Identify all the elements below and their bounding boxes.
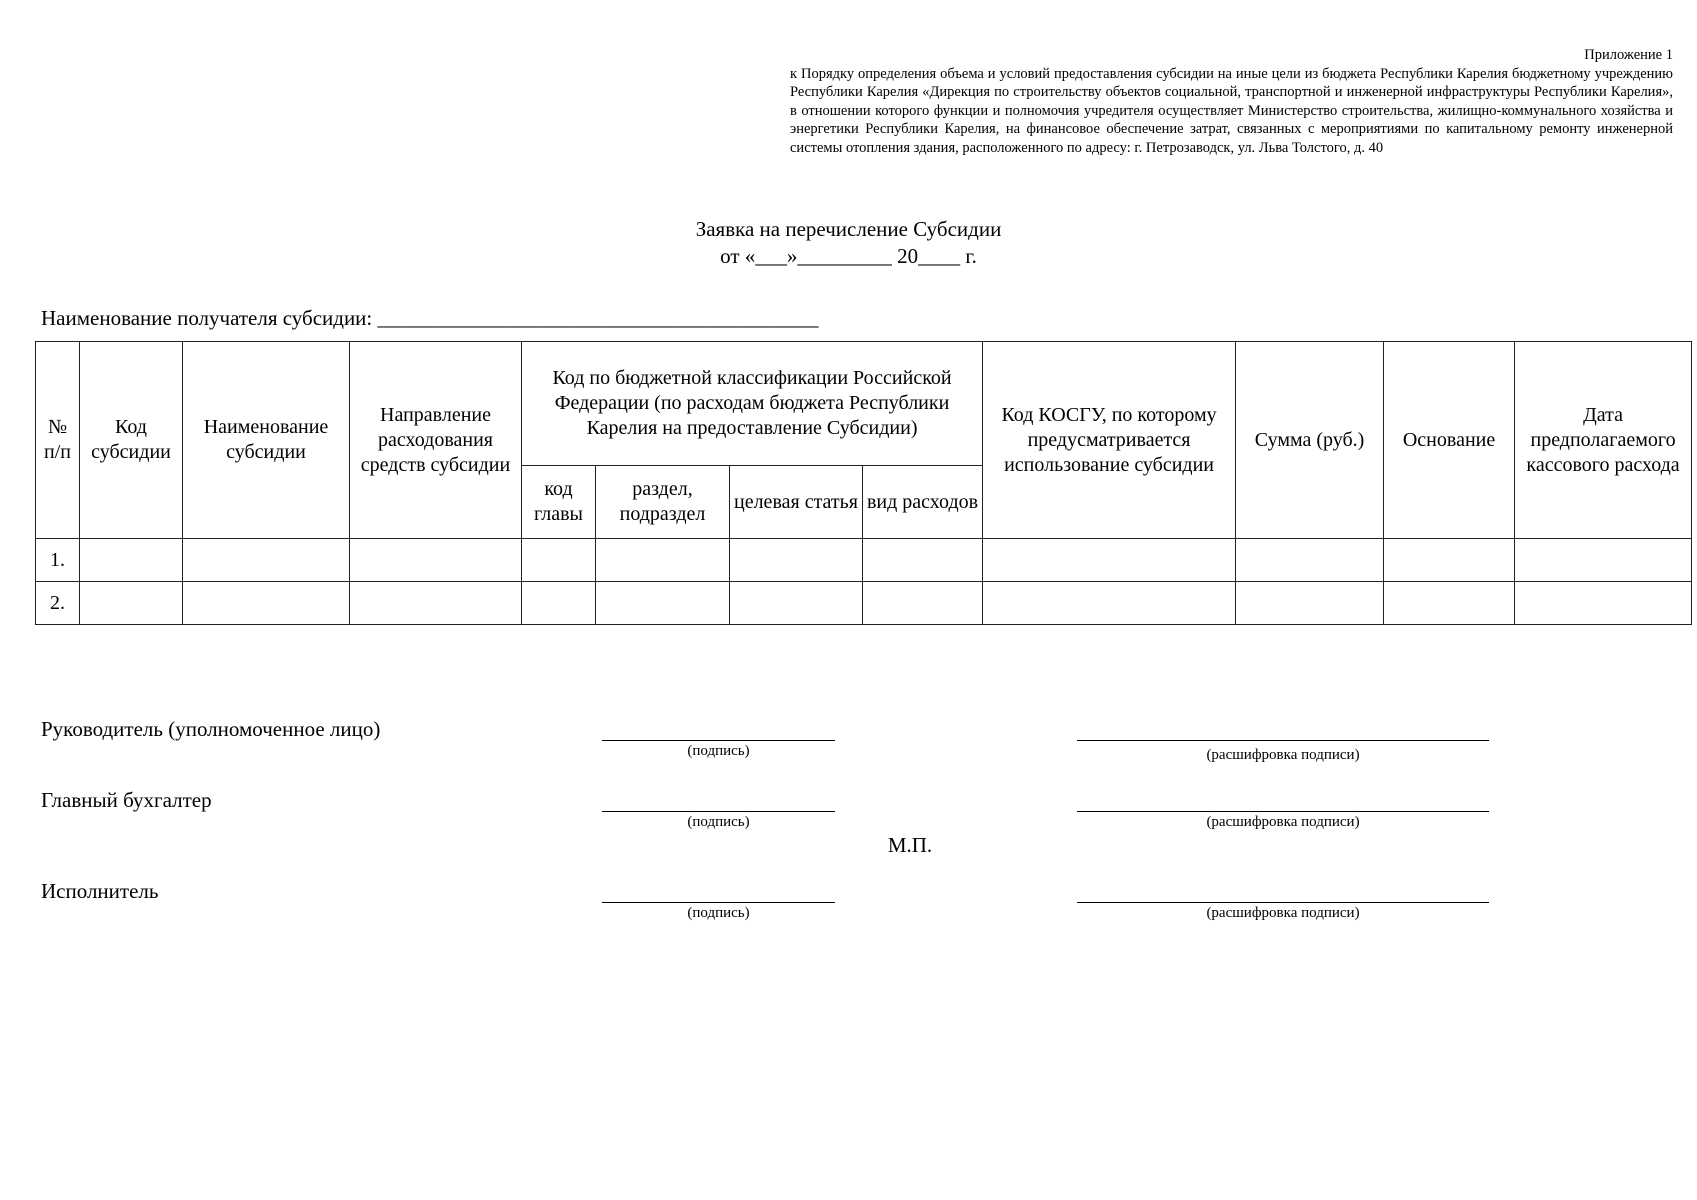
table-cell[interactable] (596, 582, 730, 625)
header-subsidy-name: Наименование субсидии (183, 342, 350, 539)
table-cell[interactable] (350, 582, 522, 625)
table-cell[interactable] (983, 582, 1236, 625)
table-cell[interactable] (1236, 582, 1384, 625)
header-expense-type: вид расходов (863, 466, 983, 539)
header-subsidy-code: Код субсидии (80, 342, 183, 539)
signature-line[interactable] (602, 811, 835, 812)
table-cell[interactable] (596, 539, 730, 582)
table-cell[interactable] (863, 539, 983, 582)
document-title: Заявка на перечисление Субсидии (695, 217, 1002, 241)
table-cell[interactable] (183, 539, 350, 582)
table-cell[interactable] (522, 539, 596, 582)
signature-label: Руководитель (уполномоченное лицо) (41, 717, 381, 741)
header-chapter-code: код главы (522, 466, 596, 539)
table-row (36, 582, 1692, 625)
header-section: раздел, подраздел (596, 466, 730, 539)
document-date-line: от «___»_________ 20____ г. (720, 244, 977, 268)
header-budget-classification: Код по бюджетной классификации Российской Федерации (по расходам бюджета Республики Карелия на предоставление Субсидии) (522, 342, 983, 466)
table-cell[interactable] (983, 539, 1236, 582)
header-date: Дата предполагаемого кассового расхода (1515, 342, 1692, 539)
table-cell[interactable] (1384, 582, 1515, 625)
signature-decode-line[interactable] (1077, 811, 1489, 812)
signature-label: Главный бухгалтер (41, 788, 212, 812)
header-target-article: целевая статья (730, 466, 863, 539)
signature-label: Исполнитель (41, 879, 159, 903)
header-amount: Сумма (руб.) (1236, 342, 1384, 539)
table-cell[interactable] (1236, 539, 1384, 582)
appendix-title: Приложение 1 (1584, 47, 1673, 63)
signature-head (0, 716, 1697, 776)
header-number: № п/п (36, 342, 80, 539)
appendix-note (790, 46, 1673, 157)
signature-decode-line[interactable] (1077, 740, 1489, 741)
signature-line[interactable] (602, 740, 835, 741)
table-cell[interactable] (80, 539, 183, 582)
table-cell[interactable] (863, 582, 983, 625)
signature-caption: (подпись) (687, 905, 750, 921)
signature-caption: (подпись) (687, 743, 750, 759)
table-cell[interactable] (1515, 582, 1692, 625)
signature-decode-caption: (расшифровка подписи) (1206, 747, 1360, 763)
signature-caption: (подпись) (687, 814, 750, 830)
table-cell[interactable] (730, 582, 863, 625)
document-header (0, 216, 1697, 270)
table-cell[interactable] (522, 582, 596, 625)
table-cell[interactable] (80, 582, 183, 625)
header-direction: Направление расходования средств субсидии (350, 342, 522, 539)
appendix-text: к Порядку определения объема и условий предоставления субсидии на иные цели из бюджета Республики Карелия бюджетному учреждению Республики Карелия «Дирекция по строительству объектов социальной, транспортной и инженерной инфраструктуры Республики Карелия», в отношении которого функции и полномочия учредителя осуществляет Министерство строительства, жилищно-коммунального хозяйства и энергетики Республики Карелия, на финансовое обеспечение затрат, связанных с мероприятиями по капитальному ремонту инженерной системы отопления здания, расположенного по адресу: г. Петрозаводск, ул. Льва Толстого, д. 40 (790, 65, 1673, 156)
table-cell[interactable] (183, 582, 350, 625)
signature-chief-accountant (0, 787, 1697, 847)
signature-decode-caption: (расшифровка подписи) (1206, 814, 1360, 830)
table-cell[interactable] (1515, 539, 1692, 582)
table-cell[interactable] (350, 539, 522, 582)
row-number: 1. (36, 539, 80, 582)
table-cell[interactable] (730, 539, 863, 582)
seal-mark: М.П. (887, 833, 933, 857)
row-number: 2. (36, 582, 80, 625)
recipient-name-field: Наименование получателя субсидии: __________________________________________ (41, 306, 819, 330)
table-cell[interactable] (1384, 539, 1515, 582)
signature-executor (0, 878, 1697, 938)
signature-line[interactable] (602, 902, 835, 903)
signature-decode-line[interactable] (1077, 902, 1489, 903)
subsidy-request-table (35, 341, 1692, 625)
table-row (36, 539, 1692, 582)
header-kosgu: Код КОСГУ, по которому предусматривается использование субсидии (983, 342, 1236, 539)
header-basis: Основание (1384, 342, 1515, 539)
signature-decode-caption: (расшифровка подписи) (1206, 905, 1360, 921)
